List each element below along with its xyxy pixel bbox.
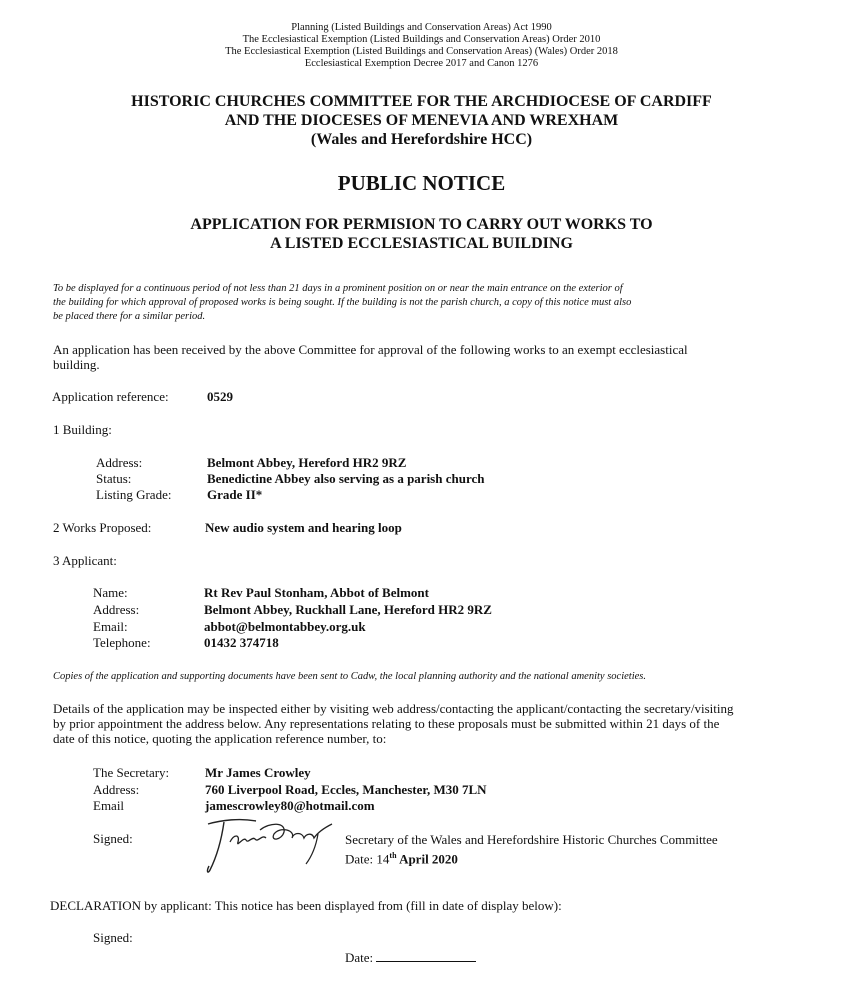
signature-image	[200, 812, 340, 878]
building-heading: 1 Building:	[53, 422, 112, 437]
works-label: 2 Works Proposed:	[53, 520, 152, 535]
listing-grade-label: Listing Grade:	[96, 487, 172, 502]
building-status: Benedictine Abbey also serving as a parish church	[207, 471, 485, 486]
secretary-email-label: Email	[93, 798, 125, 813]
date-fill-line[interactable]	[376, 949, 476, 962]
act-line: Planning (Listed Buildings and Conservation Areas) Act 1990	[291, 22, 552, 33]
works-value: New audio system and hearing loop	[205, 520, 402, 535]
instruction-line: the building for which approval of proposed works is being sought. If the building is not the parish church, a copy of this notice must also	[53, 297, 632, 308]
applicant-telephone-label: Telephone:	[93, 635, 151, 650]
act-line: The Ecclesiastical Exemption (Listed Buildings and Conservation Areas) Order 2010	[242, 34, 601, 45]
committee-line: AND THE DIOCESES OF MENEVIA AND WREXHAM	[224, 112, 619, 129]
applicant-address-label: Address:	[93, 602, 140, 617]
intro-paragraph	[53, 342, 813, 372]
applicant-email: abbot@belmontabbey.org.uk	[204, 619, 366, 634]
notice-title: PUBLIC NOTICE	[337, 171, 506, 195]
date-ordinal: th	[389, 851, 397, 860]
declaration-text: DECLARATION by applicant: This notice has been displayed from (fill in date of display below):	[50, 898, 562, 913]
signed-date	[345, 848, 458, 866]
building-address-label: Address:	[96, 455, 143, 470]
declaration-date	[345, 949, 476, 966]
copies-note: Copies of the application and supporting documents have been sent to Cadw, the local planning authority and the national amenity societies.	[53, 671, 646, 682]
intro-line: An application has been received by the above Committee for approval of the following works to an exempt ecclesiastical	[53, 342, 688, 357]
details-line: Details of the application may be inspected either by visiting web address/contacting the applicant/contacting the secretary/visiting	[53, 701, 734, 716]
instruction-line: To be displayed for a continuous period of not less than 21 days in a prominent position on or near the main entrance on the exterior of	[53, 283, 623, 294]
building-address: Belmont Abbey, Hereford HR2 9RZ	[207, 455, 407, 470]
signed-label: Signed:	[93, 831, 133, 846]
display-instruction	[53, 282, 793, 324]
secretary-address: 760 Liverpool Road, Eccles, Manchester, M30 7LN	[205, 782, 487, 797]
application-reference-value: 0529	[207, 389, 233, 404]
declaration-signed-label: Signed:	[93, 930, 133, 945]
applicant-name: Rt Rev Paul Stonham, Abbot of Belmont	[204, 585, 429, 600]
applicant-telephone: 01432 374718	[204, 635, 279, 650]
details-line: by prior appointment the address below. Any representations relating to these proposals must be submitted within 21 days of the	[53, 716, 720, 731]
declaration-date-label: Date:	[345, 950, 374, 965]
application-title-line: A LISTED ECCLESIASTICAL BUILDING	[270, 235, 573, 252]
date-suffix: April 2020	[396, 851, 458, 867]
building-status-label: Status:	[96, 471, 132, 486]
listing-grade: Grade II*	[207, 487, 263, 502]
legislation-list	[0, 22, 843, 70]
instruction-line: be placed there for a similar period.	[53, 311, 206, 322]
committee-line: (Wales and Herefordshire HCC)	[310, 131, 533, 148]
application-reference-label: Application reference:	[52, 389, 169, 404]
details-paragraph	[53, 701, 823, 746]
secretary-name: Mr James Crowley	[205, 765, 311, 780]
secretary-title: Secretary of the Wales and Herefordshire Historic Churches Committee	[345, 832, 718, 847]
applicant-address: Belmont Abbey, Ruckhall Lane, Hereford HR2 9RZ	[204, 602, 492, 617]
application-title	[0, 215, 843, 253]
details-line: date of this notice, quoting the application reference number, to:	[53, 731, 387, 746]
applicant-email-label: Email:	[93, 619, 128, 634]
secretary-email: jamescrowley80@hotmail.com	[205, 798, 375, 813]
secretary-label: The Secretary:	[93, 765, 170, 780]
secretary-address-label: Address:	[93, 782, 140, 797]
applicant-heading: 3 Applicant:	[53, 553, 117, 568]
date-prefix: Date: 14	[345, 851, 390, 867]
committee-heading	[0, 92, 843, 149]
application-title-line: APPLICATION FOR PERMISION TO CARRY OUT WORKS TO	[190, 216, 653, 233]
act-line: The Ecclesiastical Exemption (Listed Buildings and Conservation Areas) (Wales) Order 2018	[225, 46, 618, 57]
intro-line: building.	[53, 357, 100, 372]
committee-line: HISTORIC CHURCHES COMMITTEE FOR THE ARCHDIOCESE OF CARDIFF	[131, 93, 712, 110]
applicant-name-label: Name:	[93, 585, 128, 600]
act-line: Ecclesiastical Exemption Decree 2017 and Canon 1276	[304, 58, 539, 69]
